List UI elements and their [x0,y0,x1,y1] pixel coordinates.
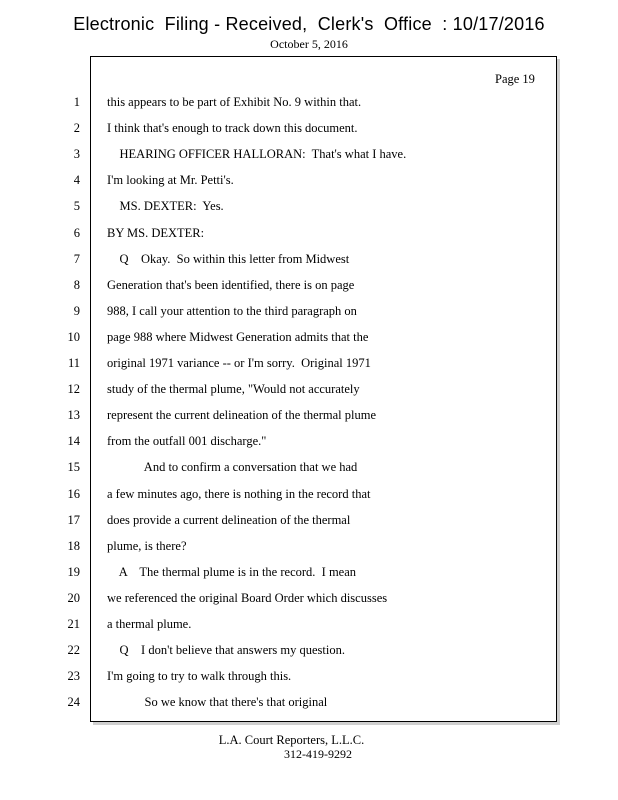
line-number: 22 [67,643,80,658]
line-number: 10 [67,329,80,344]
line-number: 17 [67,512,80,527]
line-text: BY MS. DEXTER: [107,225,205,240]
line-number: 3 [73,147,80,162]
line-number: 8 [73,277,80,292]
line-text: Q I don't believe that answers my question. [107,643,345,658]
line-number: 6 [73,225,80,240]
line-text: plume, is there? [107,538,187,553]
line-number: 12 [67,382,80,397]
line-text: MS. DEXTER: Yes. [107,199,224,214]
line-number: 2 [73,121,80,136]
line-number: 11 [67,356,80,370]
line-text: I'm looking at Mr. Petti's. [107,173,234,188]
line-text: page 988 where Midwest Generation admits that the [107,329,369,344]
line-number: 7 [73,251,80,266]
line-text: I think that's enough to track down this document. [107,121,358,136]
line-text: A The thermal plume is in the record. I mean [107,564,357,579]
line-number: 19 [67,564,80,579]
line-text: a few minutes ago, there is nothing in the record that [107,486,371,501]
line-number: 18 [67,538,80,553]
line-text: this appears to be part of Exhibit No. 9 within that. [107,95,362,109]
line-text: HEARING OFFICER HALLORAN: That's what I have. [107,147,407,162]
line-number: 4 [73,173,80,188]
line-text: we referenced the original Board Order which discusses [107,590,388,605]
court-reporter-phone: 312-419-9292 [284,747,352,761]
line-number: 21 [67,617,80,631]
line-number: 1 [73,95,80,109]
line-number: 20 [67,590,80,605]
line-number: 15 [67,460,80,475]
line-number: 16 [67,486,80,501]
court-reporter-name: L.A. Court Reporters, L.L.C. [218,733,365,747]
line-number: 24 [67,695,80,710]
line-number: 23 [67,669,80,684]
line-text: 988, I call your attention to the third paragraph on [107,303,357,318]
line-number: 13 [67,408,80,423]
line-text: a thermal plume. [107,617,192,631]
line-text: represent the current delineation of the thermal plume [107,408,376,423]
filing-stamp-header: Electronic Filing - Received, Clerk's Office : 10/17/2016 [73,14,545,34]
line-text: So we know that there's that original [107,695,328,710]
line-text: from the outfall 001 discharge." [107,434,267,449]
line-text: And to confirm a conversation that we had [107,460,358,475]
line-number: 14 [67,434,80,449]
line-text: Q Okay. So within this letter from Midwest [107,251,350,266]
line-text: original 1971 variance -- or I'm sorry. Original 1971 [107,356,371,370]
line-text: Generation that's been identified, there is on page [107,277,355,292]
line-text: I'm going to try to walk through this. [107,669,292,684]
transcript-date: October 5, 2016 [270,37,348,51]
page-number: Page 19 [495,72,535,86]
line-number: 9 [73,303,80,318]
line-number: 5 [73,199,80,214]
line-text: study of the thermal plume, "Would not accurately [107,382,360,397]
line-text: does provide a current delineation of the thermal [107,512,351,527]
